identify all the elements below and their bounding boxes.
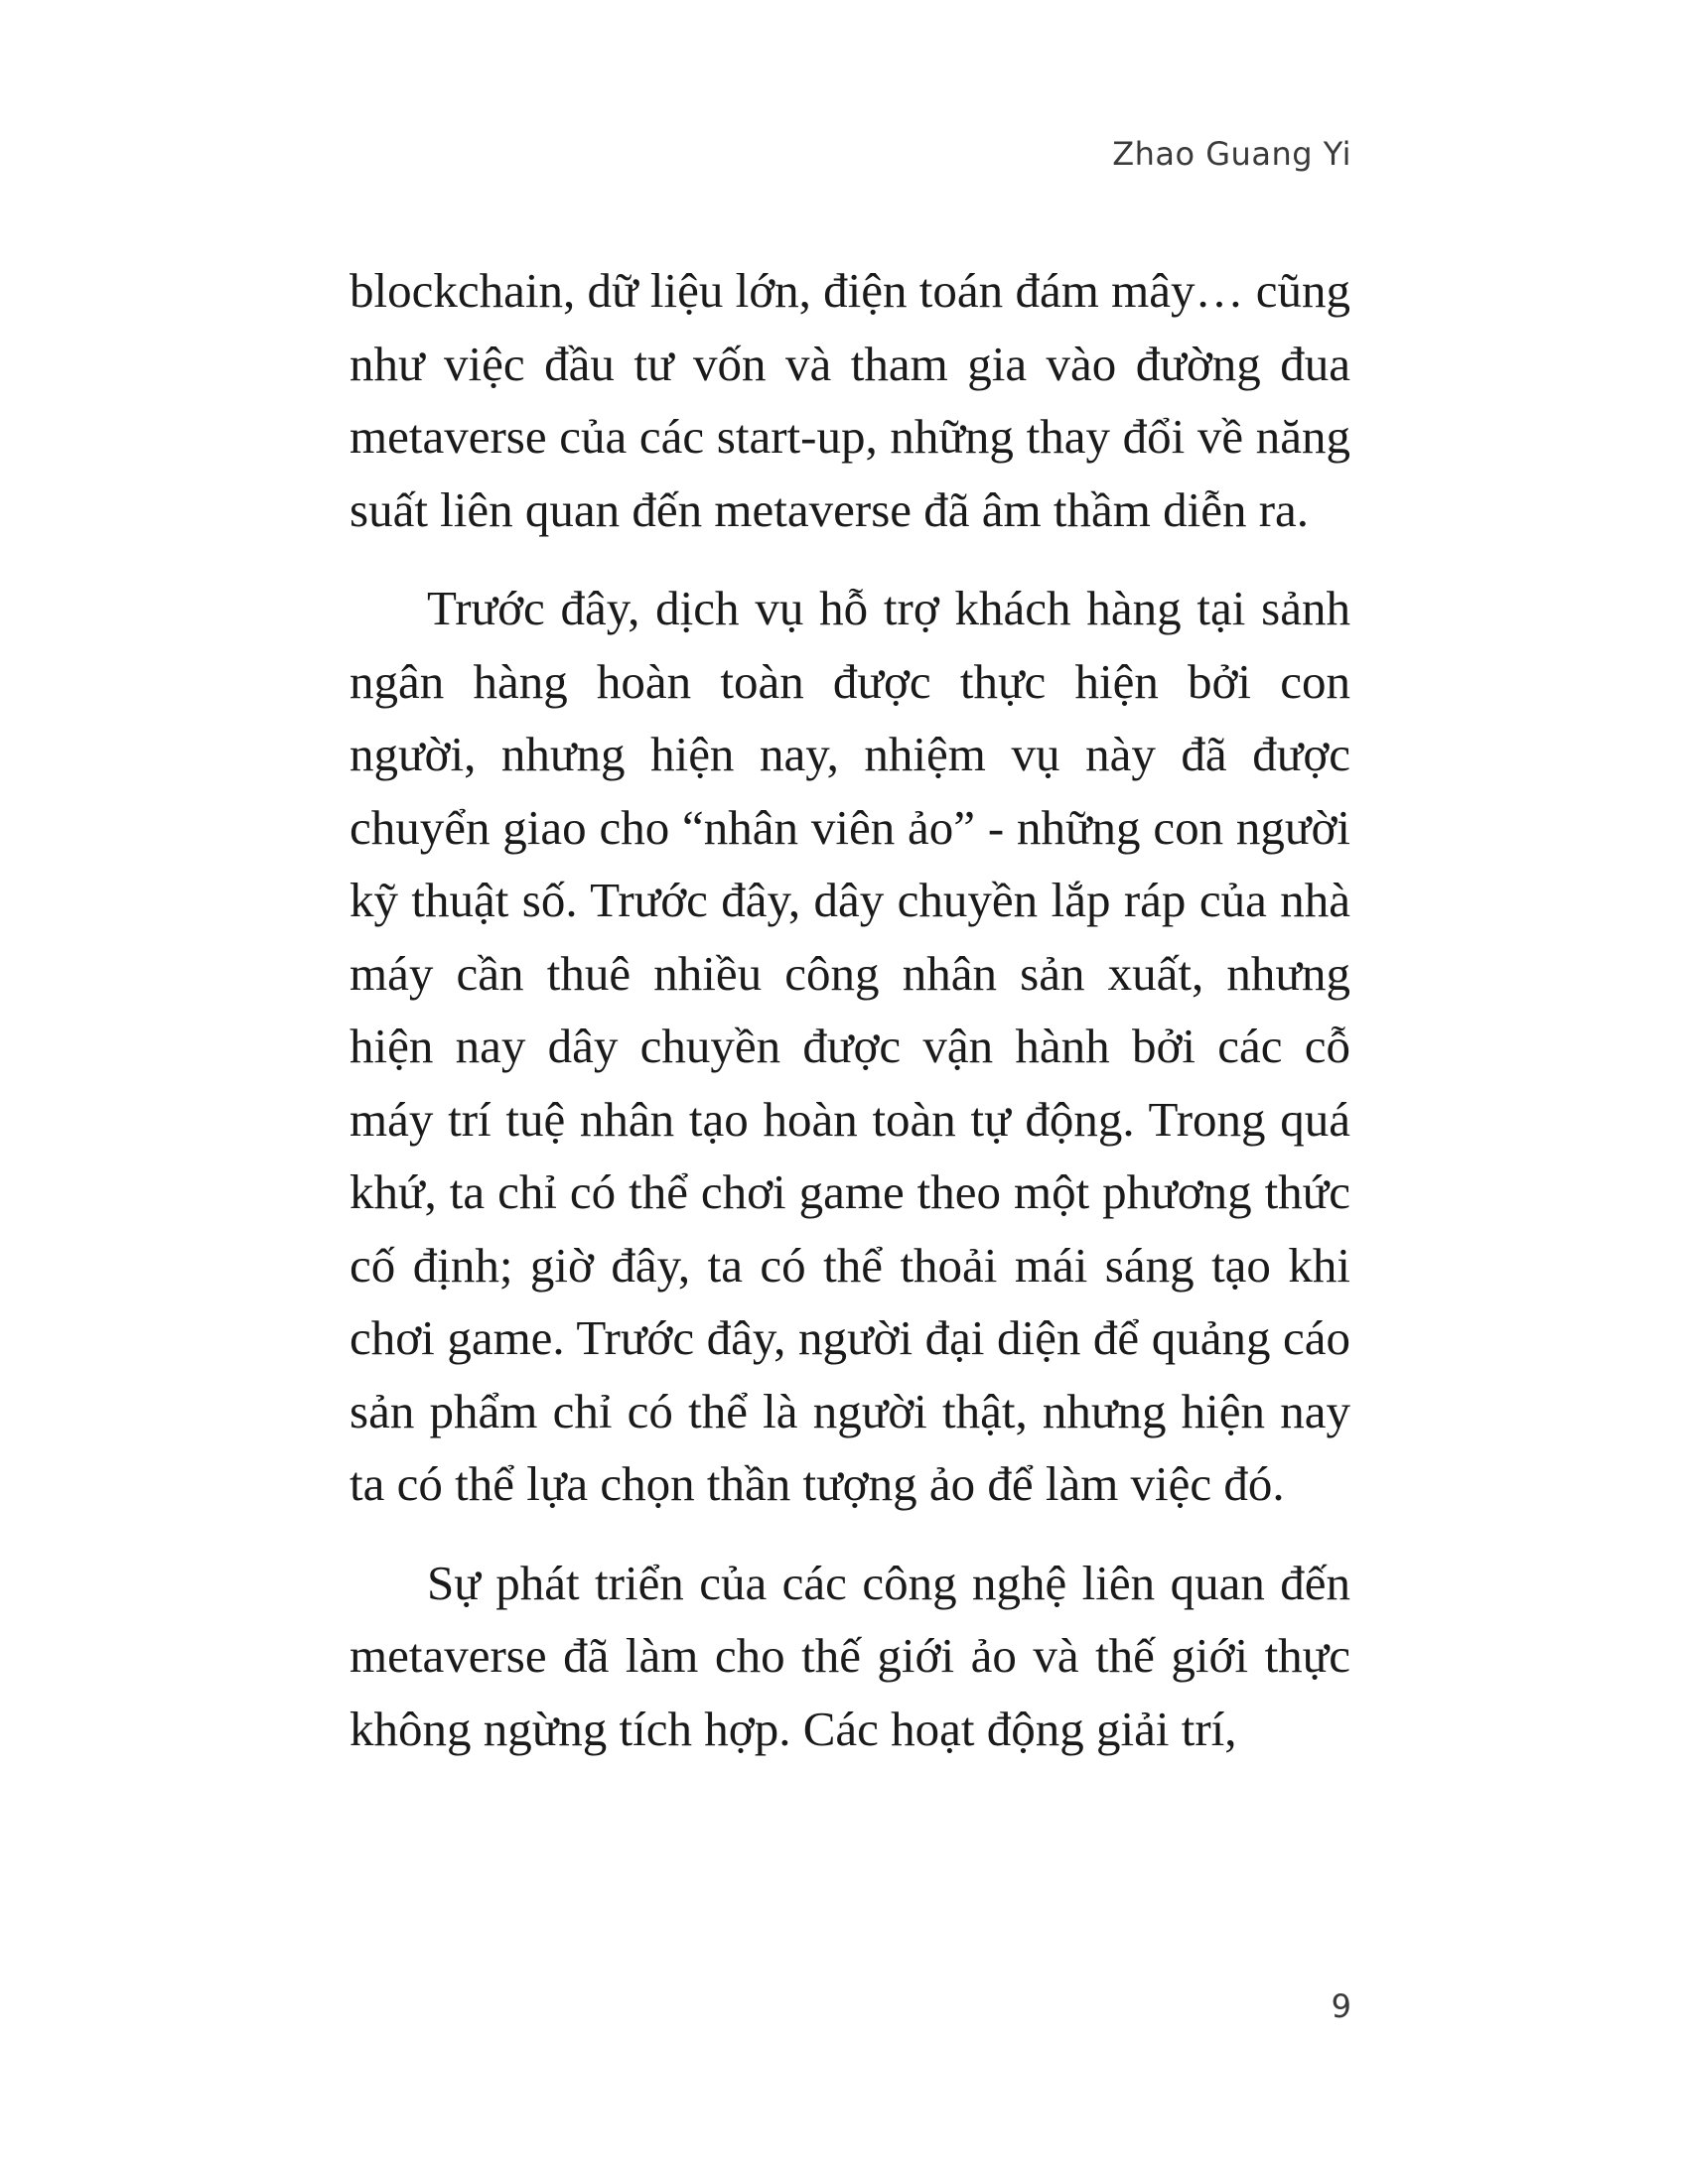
running-header-author: Zhao Guang Yi — [1112, 135, 1351, 173]
paragraph: Sự phát triển của các công nghệ liên quan đến metaverse đã làm cho thế giới ảo và thế giới thực không ngừng tích hợp. Các hoạt động giải trí, — [350, 1555, 1350, 1756]
paragraph: Trước đây, dịch vụ hỗ trợ khách hàng tại sảnh ngân hàng hoàn toàn được thực hiện bởi con người, nhưng hiện nay, nhiệm vụ này đã được chuyển giao cho “nhân viên ảo” - những con người kỹ thuật số. Trước đây, dây chuyền lắp ráp của nhà máy cần thuê nhiều công nhân sản xuất, nhưng hiện nay dây chuyền được vận hành bởi các cỗ máy trí tuệ nhân tạo hoàn toàn tự động. Trong quá khứ, ta chỉ có thể chơi game theo một phương thức cố định; giờ đây, ta có thể thoải mái sáng tạo khi chơi game. Trước đây, người đại diện để quảng cáo sản phẩm chỉ có thể là người thật, nhưng hiện nay ta có thể lựa chọn thần tượng ảo để làm việc đó. — [350, 581, 1350, 1511]
body-text — [350, 254, 1350, 1791]
paragraph-continued: blockchain, dữ liệu lớn, điện toán đám mây… cũng như việc đầu tư vốn và tham gia vào đường đua metaverse của các start-up, những thay đổi về năng suất liên quan đến metaverse đã âm thầm diễn ra. — [350, 263, 1350, 537]
page-number: 9 — [1331, 1987, 1351, 2025]
